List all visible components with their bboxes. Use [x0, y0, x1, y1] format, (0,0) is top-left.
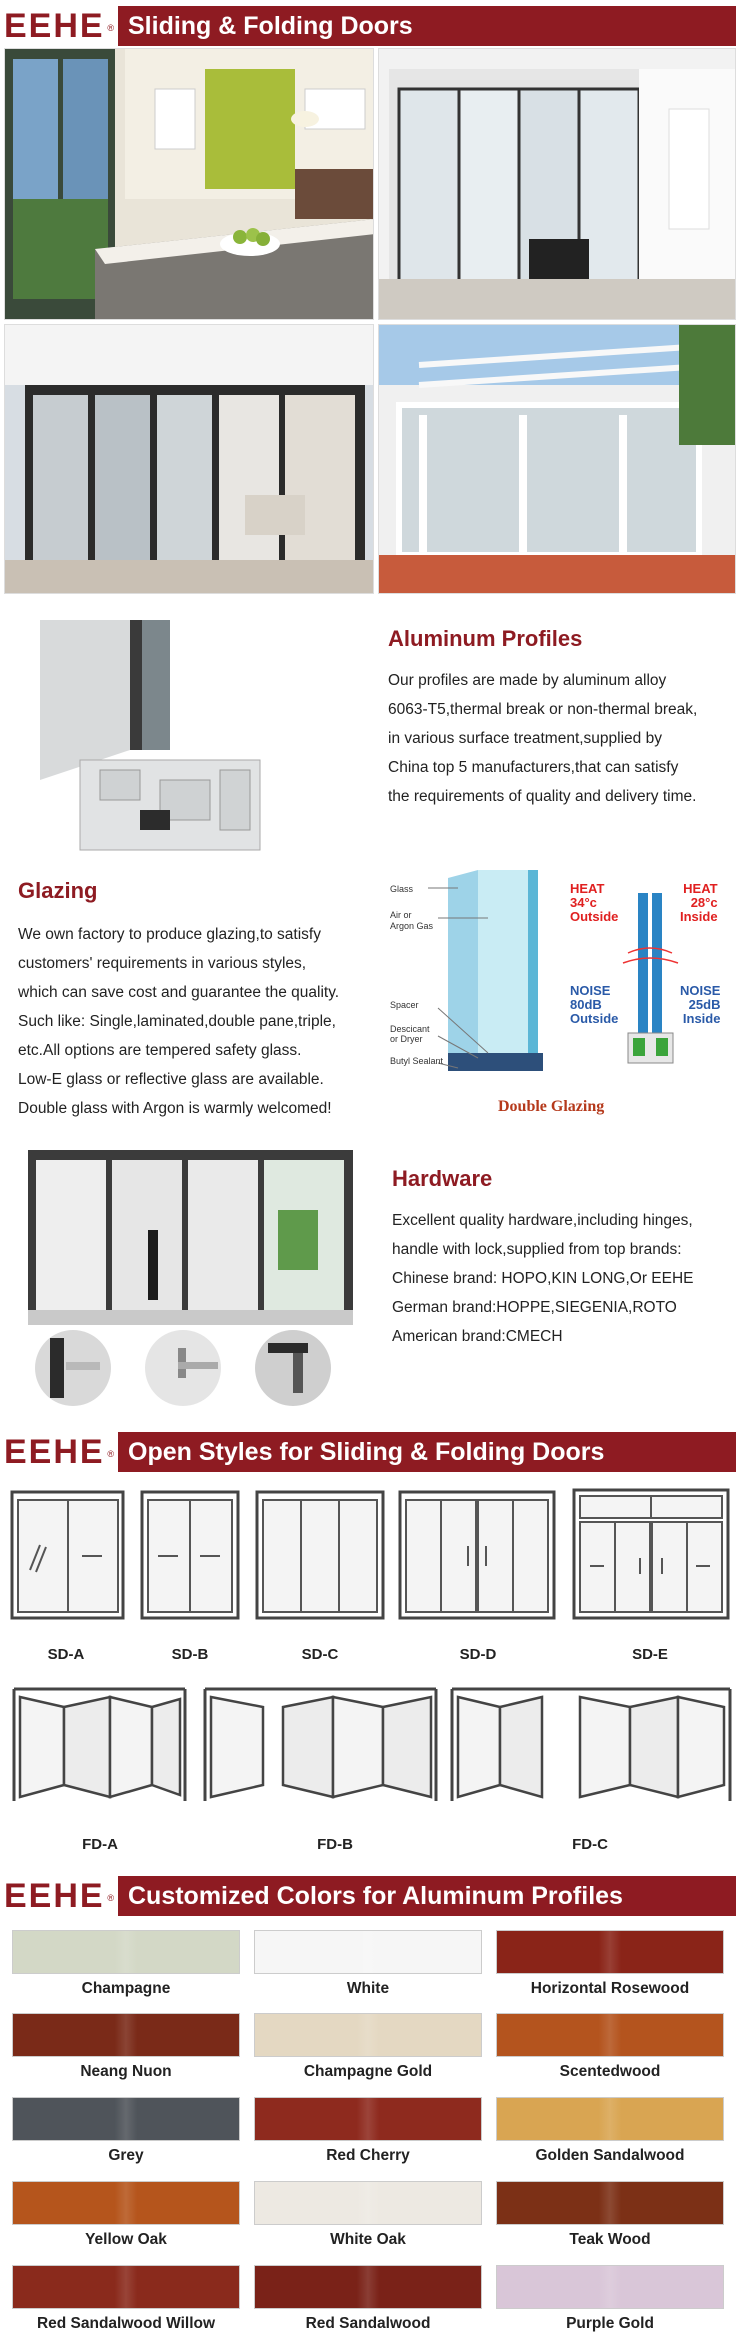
color-swatch	[12, 1930, 240, 1974]
style-label: SD-A	[47, 1646, 85, 1663]
color-swatch	[496, 2097, 724, 2141]
style-label: SD-D	[459, 1646, 497, 1663]
color-swatch	[254, 2097, 482, 2141]
sd-b-diagram	[140, 1490, 240, 1620]
eehe-logo: EEHE ®	[4, 1433, 116, 1471]
color-swatch-label: Yellow Oak	[85, 2231, 167, 2248]
color-swatch-label: Neang Nuon	[80, 2063, 172, 2080]
color-swatch-label: Grey	[108, 2147, 144, 2164]
section-title: Sliding & Folding Doors	[118, 6, 736, 46]
section-title: Customized Colors for Aluminum Profiles	[118, 1876, 736, 1916]
style-label: FD-C	[572, 1836, 608, 1853]
color-swatch-label: Champagne Gold	[303, 2063, 433, 2080]
fd-b-diagram	[203, 1685, 438, 1805]
color-swatch-label: Golden Sandalwood	[535, 2147, 685, 2164]
photo-living-room-sliding-door	[378, 48, 736, 320]
hardware-door-image	[28, 1150, 353, 1325]
photo-folding-door-patio	[4, 324, 374, 594]
color-swatch-label: White	[346, 1980, 390, 1997]
fd-c-diagram	[450, 1685, 732, 1805]
aluminum-profile-image	[20, 610, 360, 860]
section-title: Open Styles for Sliding & Folding Doors	[118, 1432, 736, 1472]
style-label: FD-A	[82, 1836, 118, 1853]
style-label: SD-E	[632, 1646, 668, 1663]
section-header-colors	[0, 1874, 740, 1918]
color-swatch	[254, 2181, 482, 2225]
section-header-sliding-folding	[0, 4, 740, 48]
style-label: SD-C	[301, 1646, 339, 1663]
profiles-title: Aluminum Profiles	[388, 626, 583, 651]
eehe-logo: EEHE ®	[4, 1877, 116, 1915]
sd-d-diagram	[398, 1490, 556, 1620]
color-swatch	[254, 2013, 482, 2057]
style-label: FD-B	[317, 1836, 353, 1853]
color-swatch-label: Champagne	[81, 1980, 171, 1997]
sd-a-diagram	[10, 1490, 125, 1620]
color-swatch-label: Horizontal Rosewood	[530, 1980, 690, 1997]
profiles-text: Our profiles are made by aluminum alloy 6063-T5,thermal break or non-thermal break, in various surface treatment,supplied by China top 5 manufacturers,that can satisfy the requirements of quality and delivery time.	[388, 672, 698, 805]
color-swatch	[12, 2265, 240, 2309]
photo-kitchen-sliding-door	[4, 48, 374, 320]
style-label: SD-B	[171, 1646, 209, 1663]
hardware-details-image	[28, 1328, 358, 1408]
color-swatch-label: Teak Wood	[569, 2231, 651, 2248]
color-swatch	[496, 1930, 724, 1974]
color-swatch-label: Red Cherry	[326, 2147, 410, 2164]
glazing-text: We own factory to produce glazing,to satisfy customers' requirements in various styles, which can save cost and guarantee the quality. Such like: Single,laminated,double pane,triple, etc.All options are tempered safety glass. Low-E glass or reflective glass are available. Double glass with Argon is warmly welcomed!	[18, 926, 340, 1117]
color-swatch	[496, 2265, 724, 2309]
color-swatch	[12, 2181, 240, 2225]
color-swatch	[12, 2013, 240, 2057]
sd-c-diagram	[255, 1490, 385, 1620]
eehe-logo: EEHE ®	[4, 7, 116, 45]
color-swatch-label: Scentedwood	[559, 2063, 661, 2080]
fd-a-diagram	[12, 1685, 187, 1805]
sd-e-diagram	[572, 1488, 730, 1620]
color-swatch-label: Red Sandalwood	[305, 2315, 431, 2332]
color-swatch	[12, 2097, 240, 2141]
section-header-open-styles	[0, 1430, 740, 1474]
color-swatch	[254, 2265, 482, 2309]
double-glazing-diagram: Glass Air or Argon Gas Spacer Descicant or Dryer Butyl Sealant HEAT 34°c Outside HEAT 28°c Inside NOISE 80dB Outside NOISE 25dB Inside Double Glazing	[388, 858, 733, 1128]
color-swatch	[496, 2013, 724, 2057]
color-swatch	[496, 2181, 724, 2225]
double-glazing-caption: Double Glazing	[498, 1098, 605, 1115]
photo-pergola-folding-door	[378, 324, 736, 594]
glazing-title: Glazing	[18, 878, 98, 903]
hardware-title: Hardware	[392, 1166, 493, 1191]
color-swatch-label: White Oak	[330, 2231, 406, 2248]
color-swatch-label: Purple Gold	[566, 2315, 654, 2332]
color-swatch-label: Red Sandalwood Willow	[36, 2315, 216, 2332]
color-swatch	[254, 1930, 482, 1974]
hardware-text: Excellent quality hardware,including hinges, handle with lock,supplied from top brands: Chinese brand: HOPO,KIN LONG,Or EEHE German brand:HOPPE,SIEGENIA,ROTO American brand:CMECH	[392, 1212, 694, 1345]
